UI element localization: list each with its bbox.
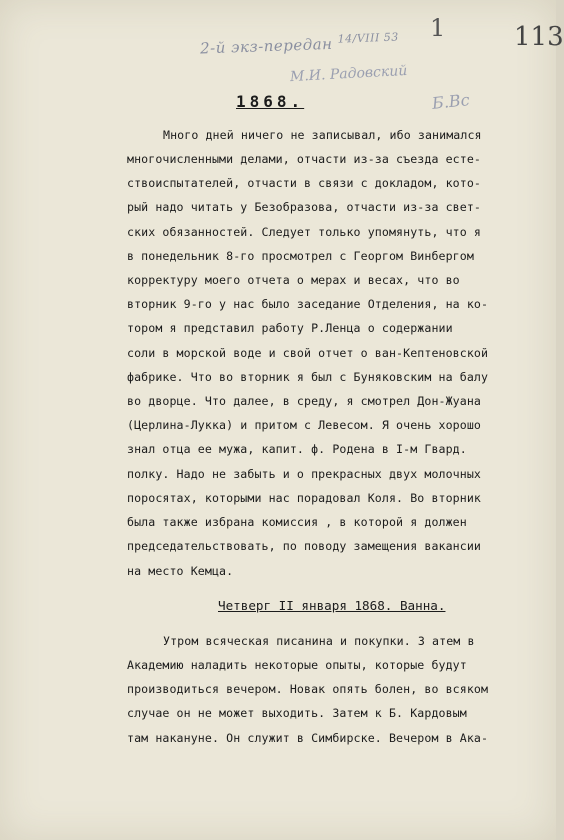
text-line: Много дней ничего не записывал, ибо занимался	[163, 128, 482, 142]
text-line: ствоиспытателей, отчасти в связи с докладом, кото-	[127, 176, 482, 190]
entry-date-heading: Четверг II января 1868. Ванна.	[218, 598, 446, 613]
archive-note-date: 14/VIII 53	[337, 30, 400, 46]
entry-year-heading: 1868.	[236, 92, 305, 111]
text-line: председательствовать, по поводу замещения вакансии	[127, 539, 482, 553]
text-line: соли в морской воде и свой отчет о ван-Кептеновской	[127, 346, 489, 360]
text-line: поросятах, которыми нас порадовал Коля. Во вторник	[127, 491, 482, 505]
text-line: вторник 9-го у нас было заседание Отделения, на ко-	[127, 297, 489, 311]
archive-note	[200, 31, 400, 58]
text-line: тором я представил работу Р.Ленца о содержании	[127, 321, 453, 335]
text-line: корректуру моего отчета о мерах и весах, что во	[127, 273, 460, 287]
archivist-name: М.И. Радовский	[289, 62, 408, 86]
text-line: во дворце. Что далее, в среду, я смотрел Дон-Жуана	[127, 394, 482, 408]
text-line: случае он не может выходить. Затем к Б. Кардовым	[127, 706, 467, 720]
text-line: Утром всяческая писанина и покупки. З атем в	[163, 634, 475, 648]
text-line: там накануне. Он служит в Симбирске. Вечером в Ака-	[127, 731, 489, 745]
text-line: знал отца ее мужа, капит. ф. Родена в I-м Гвард.	[127, 442, 467, 456]
text-line: была также избрана комиссия , в которой я должен	[127, 515, 467, 529]
text-line: фабрике. Что во вторник я был с Буняковским на балу	[127, 370, 489, 384]
handwritten-signature: Б.Вс	[431, 90, 471, 113]
archive-note-text: 2-й экз-передан	[199, 34, 333, 58]
handwritten-mark: 1	[430, 14, 446, 42]
text-line: на место Кемца.	[127, 564, 234, 578]
text-line: в понедельник 8-го просмотрел с Георгом Винбергом	[127, 249, 474, 263]
text-line: рый надо читать у Безобразова, отчасти из-за свет-	[127, 200, 482, 214]
text-line: производиться вечером. Новак опять болен, во всяком	[127, 682, 489, 696]
page-number: 113	[514, 22, 564, 52]
text-line: Академию наладить некоторые опыты, которые будут	[127, 658, 467, 672]
text-line: полку. Надо не забыть и о прекрасных двух молочных	[127, 467, 482, 481]
text-line: ских обязанностей. Следует только упомянуть, что я	[127, 225, 482, 239]
text-line: (Церлина-Лукка) и притом с Левесом. Я очень хорошо	[127, 418, 482, 432]
text-line: многочисленными делами, отчасти из-за съезда есте-	[127, 152, 482, 166]
